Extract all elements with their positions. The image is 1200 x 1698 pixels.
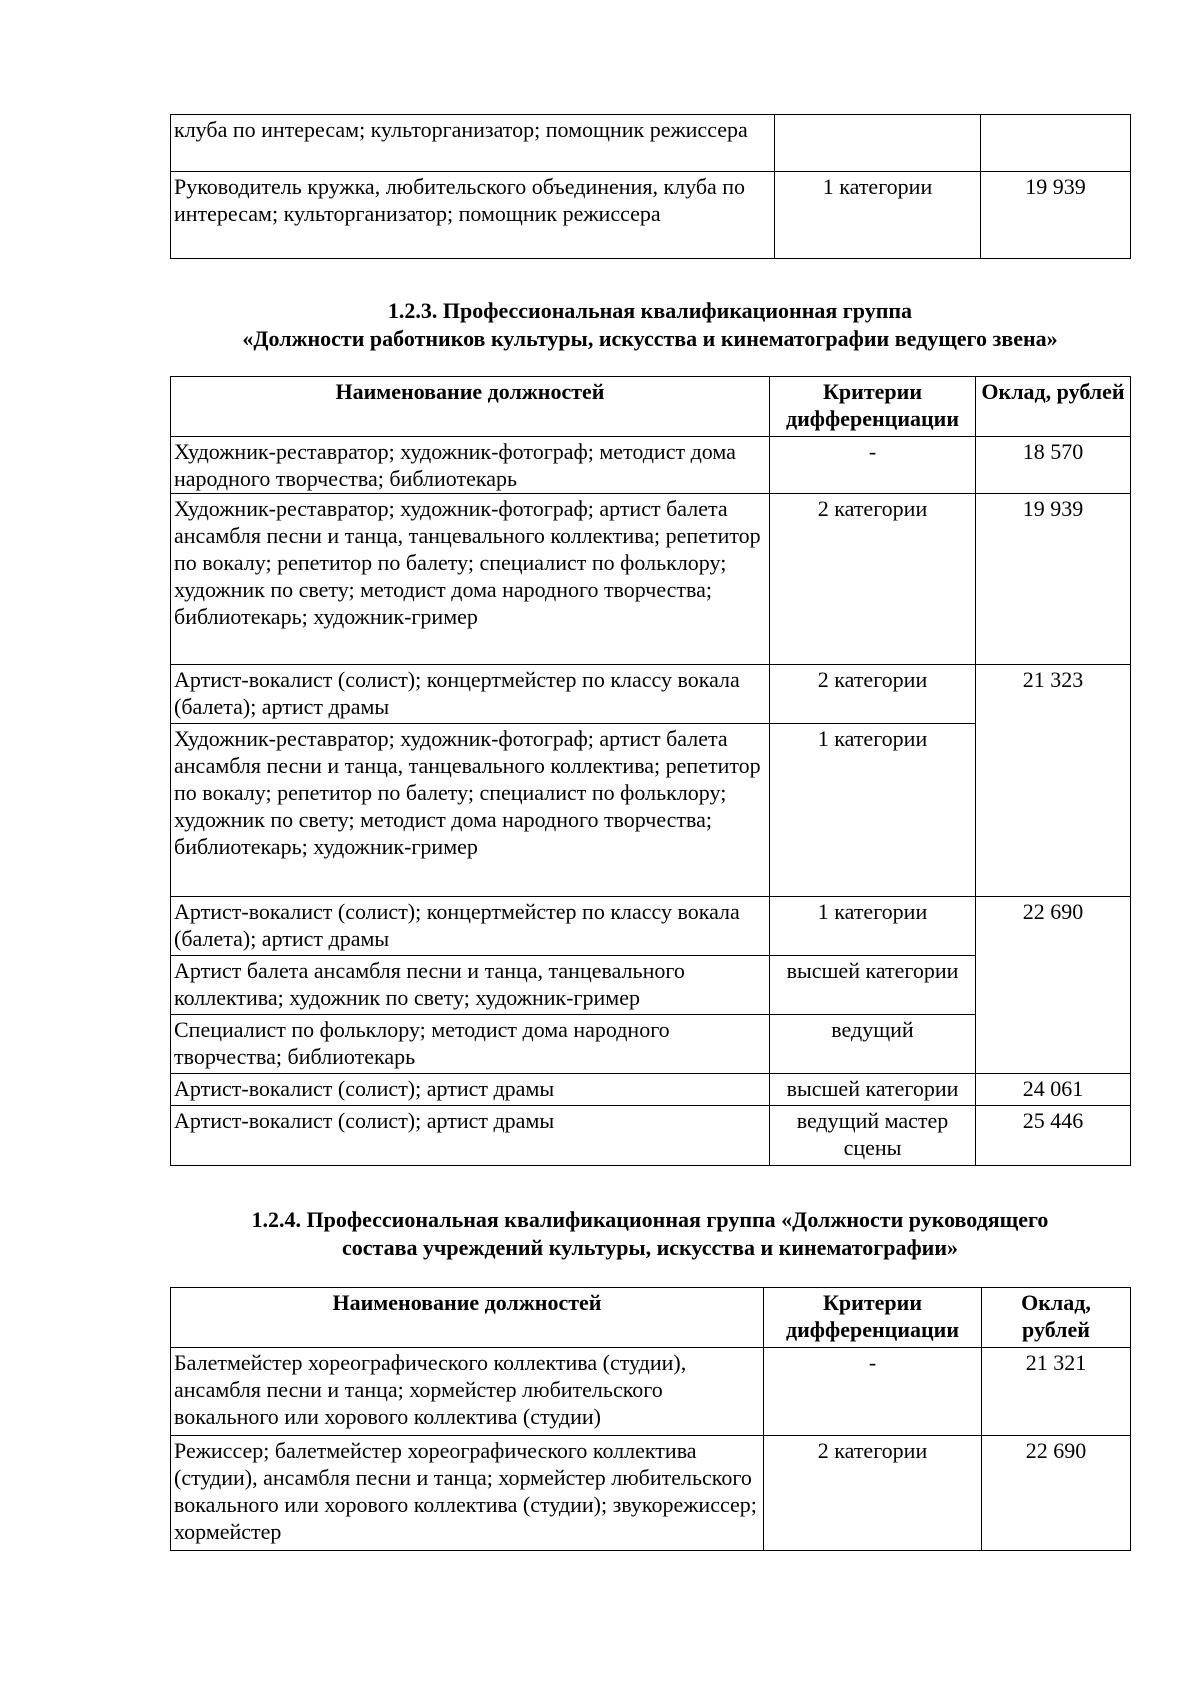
position-name-cell: клуба по интересам; культорганизатор; помощник режиссера <box>171 115 775 172</box>
position-name-cell: Балетмейстер хореографического коллектива (студии), ансамбля песни и танца; хормейстер любительского вокального или хорового коллектива (студии) <box>171 1348 764 1436</box>
column-header-criteria: Критерии дифференциации <box>770 377 976 437</box>
table-row <box>171 494 1131 665</box>
heading-line: 1.2.4. Профессиональная квалификационная группа «Должности руководящего <box>251 1207 1049 1232</box>
criteria-cell: 1 категории <box>775 172 981 259</box>
salary-table-1-2-4 <box>170 1287 1131 1551</box>
table-row <box>171 1074 1131 1106</box>
position-name-cell: Художник-реставратор; художник-фотограф; методист дома народного творчества; библиотекарь <box>171 437 770 494</box>
salary-cell: 22 690 <box>982 1436 1131 1551</box>
salary-cell: 24 061 <box>976 1074 1131 1106</box>
column-header-name: Наименование должностей <box>171 377 770 437</box>
criteria-cell: высшей категории <box>770 1074 976 1106</box>
criteria-cell: - <box>770 437 976 494</box>
section-heading-1-2-3 <box>150 297 1150 353</box>
salary-cell: 21 323 <box>976 665 1131 897</box>
position-name-cell: Артист-вокалист (солист); концертмейстер по классу вокала (балета); артист драмы <box>171 665 770 724</box>
table-row <box>171 897 1131 956</box>
column-header-salary: Оклад, рублей <box>982 1288 1131 1348</box>
section-heading-1-2-4 <box>150 1206 1150 1262</box>
heading-line: состава учреждений культуры, искусства и кинематографии» <box>341 1235 959 1260</box>
salary-cell: 19 939 <box>981 172 1131 259</box>
table-row <box>171 172 1131 259</box>
heading-line: 1.2.3. Профессиональная квалификационная группа <box>387 298 913 323</box>
criteria-cell: 1 категории <box>770 724 976 897</box>
position-name-cell: Художник-реставратор; художник-фотограф; артист балета ансамбля песни и танца, танцевального коллектива; репетитор по вокалу; репетитор по балету; специалист по фольклору; художник по свету; методист дома народного творчества; библиотекарь; художник-гример <box>171 724 770 897</box>
table-row <box>171 1348 1131 1436</box>
criteria-cell: высшей категории <box>770 956 976 1015</box>
table-row <box>171 1436 1131 1551</box>
table-row <box>171 437 1131 494</box>
criteria-cell: - <box>764 1348 982 1436</box>
salary-cell <box>981 115 1131 172</box>
column-header-name: Наименование должностей <box>171 1288 764 1348</box>
criteria-cell <box>775 115 981 172</box>
salary-cell: 18 570 <box>976 437 1131 494</box>
position-name-cell: Режиссер; балетмейстер хореографического коллектива (студии), ансамбля песни и танца; хормейстер любительского вокального или хорового коллектива (студии); звукорежиссер; хормейстер <box>171 1436 764 1551</box>
criteria-cell: ведущий мастер сцены <box>770 1106 976 1166</box>
position-name-cell: Артист-вокалист (солист); артист драмы <box>171 1074 770 1106</box>
heading-line: «Должности работников культуры, искусства и кинематографии ведущего звена» <box>242 326 1058 351</box>
salary-cell: 22 690 <box>976 897 1131 1074</box>
criteria-cell: 2 категории <box>770 494 976 665</box>
salary-cell: 25 446 <box>976 1106 1131 1166</box>
table-row <box>171 665 1131 724</box>
column-header-salary: Оклад, рублей <box>976 377 1131 437</box>
salary-table-1-2-3 <box>170 376 1131 1166</box>
position-name-cell: Артист-вокалист (солист); концертмейстер по классу вокала (балета); артист драмы <box>171 897 770 956</box>
table-header-row <box>171 1288 1131 1348</box>
criteria-cell: 1 категории <box>770 897 976 956</box>
salary-cell: 19 939 <box>976 494 1131 665</box>
table-row <box>171 1106 1131 1166</box>
position-name-cell: Артист балета ансамбля песни и танца, танцевального коллектива; художник по свету; художник-гример <box>171 956 770 1015</box>
position-name-cell: Артист-вокалист (солист); артист драмы <box>171 1106 770 1166</box>
criteria-cell: 2 категории <box>764 1436 982 1551</box>
position-name-cell: Специалист по фольклору; методист дома народного творчества; библиотекарь <box>171 1015 770 1074</box>
continuation-table <box>170 114 1131 259</box>
salary-cell: 21 321 <box>982 1348 1131 1436</box>
position-name-cell: Художник-реставратор; художник-фотограф; артист балета ансамбля песни и танца, танцевального коллектива; репетитор по вокалу; репетитор по балету; специалист по фольклору; художник по свету; методист дома народного творчества; библиотекарь; художник-гример <box>171 494 770 665</box>
position-name-cell: Руководитель кружка, любительского объединения, клуба по интересам; культорганизатор; помощник режиссера <box>171 172 775 259</box>
criteria-cell: ведущий <box>770 1015 976 1074</box>
criteria-cell: 2 категории <box>770 665 976 724</box>
table-header-row <box>171 377 1131 437</box>
column-header-criteria: Критерии дифференциации <box>764 1288 982 1348</box>
table-row <box>171 115 1131 172</box>
